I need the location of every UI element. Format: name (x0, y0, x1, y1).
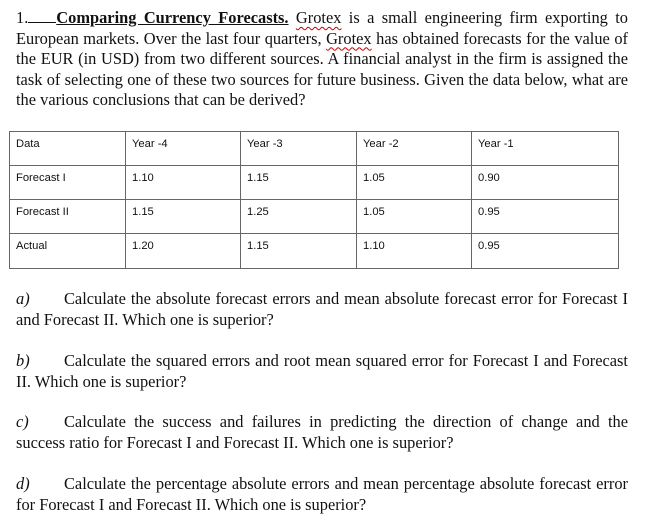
intro-text-2: has obtained forecasts for the value of the EUR (in USD) from two different sources. A financial analyst in the firm is assigned the task of selecting one of these two sources for future business. Given the data below, what are the various conclusions that can be derived? (16, 28, 628, 110)
table-cell: 1.25 (241, 200, 357, 234)
table-header: Data (10, 132, 126, 166)
table-header: Year -2 (357, 132, 472, 166)
question-letter: a) (16, 289, 30, 308)
table-cell: 0.95 (472, 200, 619, 234)
table-row (10, 234, 619, 269)
table-cell: 1.10 (126, 166, 241, 200)
question-c (16, 412, 628, 453)
question-letter: c) (16, 412, 29, 431)
row-label: Forecast I (10, 166, 126, 200)
row-label: Actual (10, 234, 126, 269)
intro-text-1: is a small engineering firm exporting to European markets. Over the last four quarters, (16, 8, 628, 48)
table-cell: 0.90 (472, 166, 619, 200)
problem-title: Comparing Currency Forecasts. (56, 8, 289, 27)
table-header: Year -3 (241, 132, 357, 166)
table-cell: 1.15 (126, 200, 241, 234)
company-name: Grotex (326, 28, 372, 48)
table-cell: 1.05 (357, 166, 472, 200)
table-cell: 1.15 (241, 234, 357, 269)
table-row (10, 200, 619, 234)
table-cell: 1.10 (357, 234, 472, 269)
table-header: Year -4 (126, 132, 241, 166)
question-text: Calculate the success and failures in predicting the direction of change and the success ratio for Forecast I and Forecast II. Which one is superior? (16, 412, 628, 452)
table-cell: 1.05 (357, 200, 472, 234)
table-row (10, 166, 619, 200)
question-a (16, 289, 628, 330)
question-letter: d) (16, 474, 30, 493)
question-text: Calculate the percentage absolute errors and mean percentage absolute forecast error for Forecast I and Forecast II. Which one is superior? (16, 474, 628, 514)
row-label: Forecast II (10, 200, 126, 234)
table-cell: 0.95 (472, 234, 619, 269)
question-d (16, 474, 628, 515)
forecast-table (9, 131, 619, 269)
table-header-row (10, 132, 619, 166)
question-text: Calculate the squared errors and root mean squared error for Forecast I and Forecast II. Which one is superior? (16, 351, 628, 391)
question-b (16, 351, 628, 392)
underline-gap (28, 8, 56, 23)
problem-number: 1. (16, 8, 29, 27)
question-text: Calculate the absolute forecast errors and mean absolute forecast error for Forecast I and Forecast II. Which one is superior? (16, 289, 628, 329)
problem-intro (16, 8, 628, 111)
table-cell: 1.15 (241, 166, 357, 200)
question-letter: b) (16, 351, 30, 370)
company-name: Grotex (295, 8, 342, 27)
table-header: Year -1 (472, 132, 619, 166)
table-cell: 1.20 (126, 234, 241, 269)
